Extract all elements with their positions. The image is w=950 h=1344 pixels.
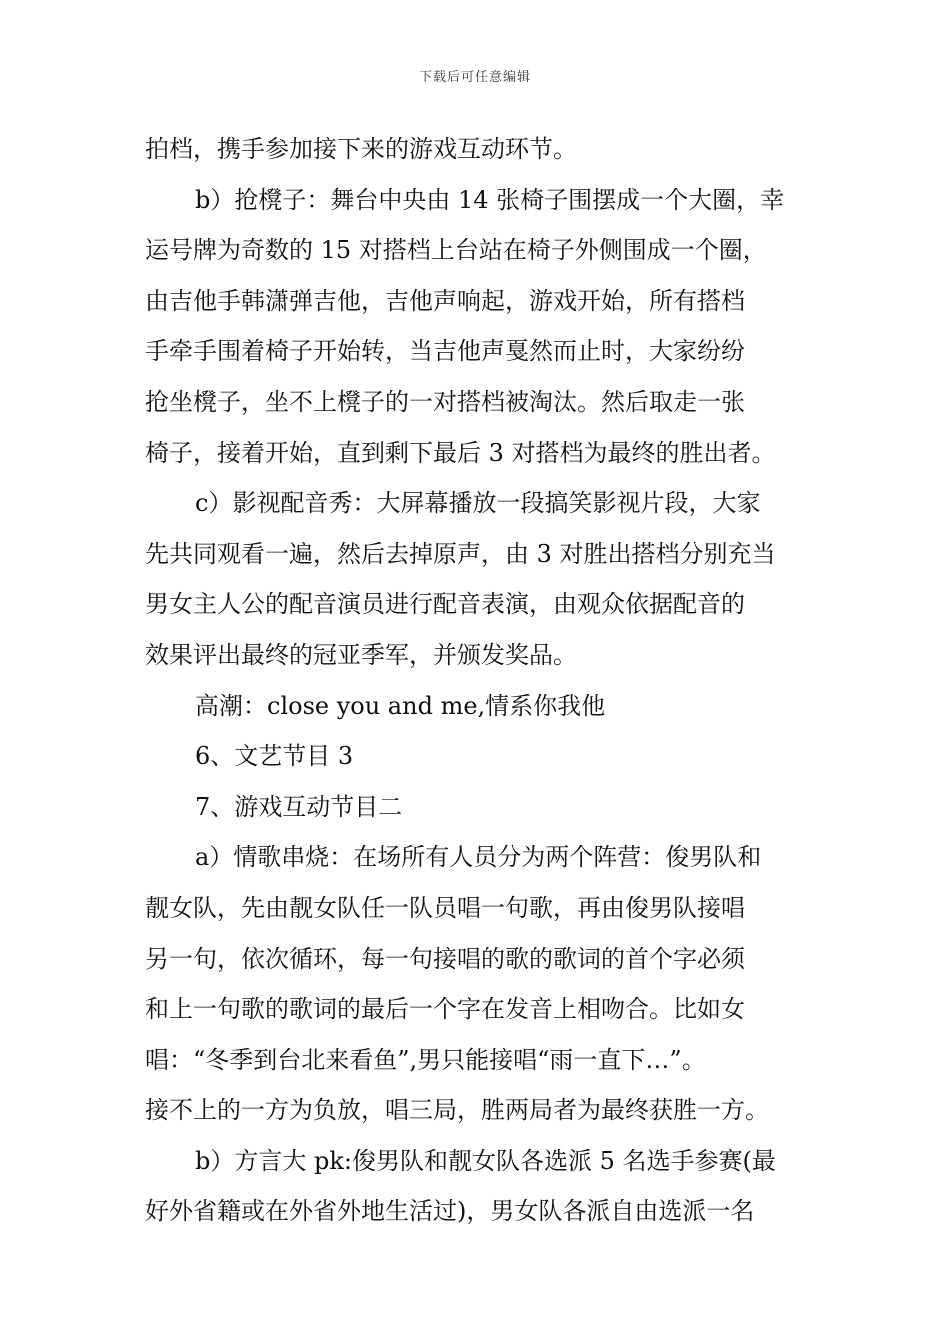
paragraph-line: b）方言大 pk:俊男队和靓女队各选派 5 名选手参赛(最 — [195, 1146, 776, 1175]
paragraph-line: 靓女队，先由靓女队任一队员唱一句歌，再由俊男队接唱 — [145, 893, 745, 922]
paragraph-line: b）抢櫈子：舞台中央由 14 张椅子围摆成一个大圈，幸 — [195, 185, 785, 214]
paragraph-line: 抢坐櫈子，坐不上櫈子的一对搭档被淘汰。然后取走一张 — [145, 387, 745, 416]
paragraph-line: 另一句，依次循环，每一句接唱的歌的歌词的首个字必须 — [145, 944, 745, 973]
paragraph-line: 拍档，携手参加接下来的游戏互动环节。 — [145, 135, 577, 163]
paragraph-line: 由吉他手韩潇弹吉他，吉他声响起，游戏开始，所有搭档 — [145, 286, 745, 315]
paragraph-line: 手牵手围着椅子开始转，当吉他声戛然而止时，大家纷纷 — [145, 337, 745, 366]
paragraph-line: 效果评出最终的冠亚季军，并颁发奖品。 — [145, 640, 577, 669]
paragraph-line: 和上一句歌的歌词的最后一个字在发音上相吻合。比如女 — [145, 995, 745, 1024]
paragraph-line: 先共同观看一遍，然后去掉原声，由 3 对胜出搭档分别充当 — [145, 539, 776, 568]
paragraph-line: 好外省籍或在外省外地生活过)，男女队各派自由选派一名 — [145, 1197, 755, 1226]
paragraph-line: 7、游戏互动节目二 — [195, 792, 403, 821]
paragraph-line: 接不上的一方为负放，唱三局，胜两局者为最终获胜一方。 — [145, 1096, 769, 1125]
document-body — [145, 124, 810, 1237]
paragraph-line: c）影视配音秀：大屏幕播放一段搞笑影视片段，大家 — [195, 489, 761, 518]
paragraph-line: 运号牌为奇数的 15 对搭档上台站在椅子外侧围成一个圈， — [145, 236, 767, 265]
paragraph-line: 高潮：close you and me,情系你我他 — [195, 691, 606, 720]
paragraph-line: 6、文艺节目 3 — [195, 742, 354, 771]
paragraph-line: 男女主人公的配音演员进行配音表演，由观众依据配音的 — [145, 590, 745, 619]
paragraph-line: 唱：“冬季到台北来看鱼”,男只能接唱“雨一直下…”。 — [145, 1045, 706, 1074]
page-header: 下载后可任意编辑 — [418, 70, 531, 85]
paragraph-line: 椅子，接着开始，直到剩下最后 3 对搭档为最终的胜出者。 — [145, 438, 776, 467]
paragraph-line: a）情歌串烧：在场所有人员分为两个阵营：俊男队和 — [195, 843, 762, 872]
